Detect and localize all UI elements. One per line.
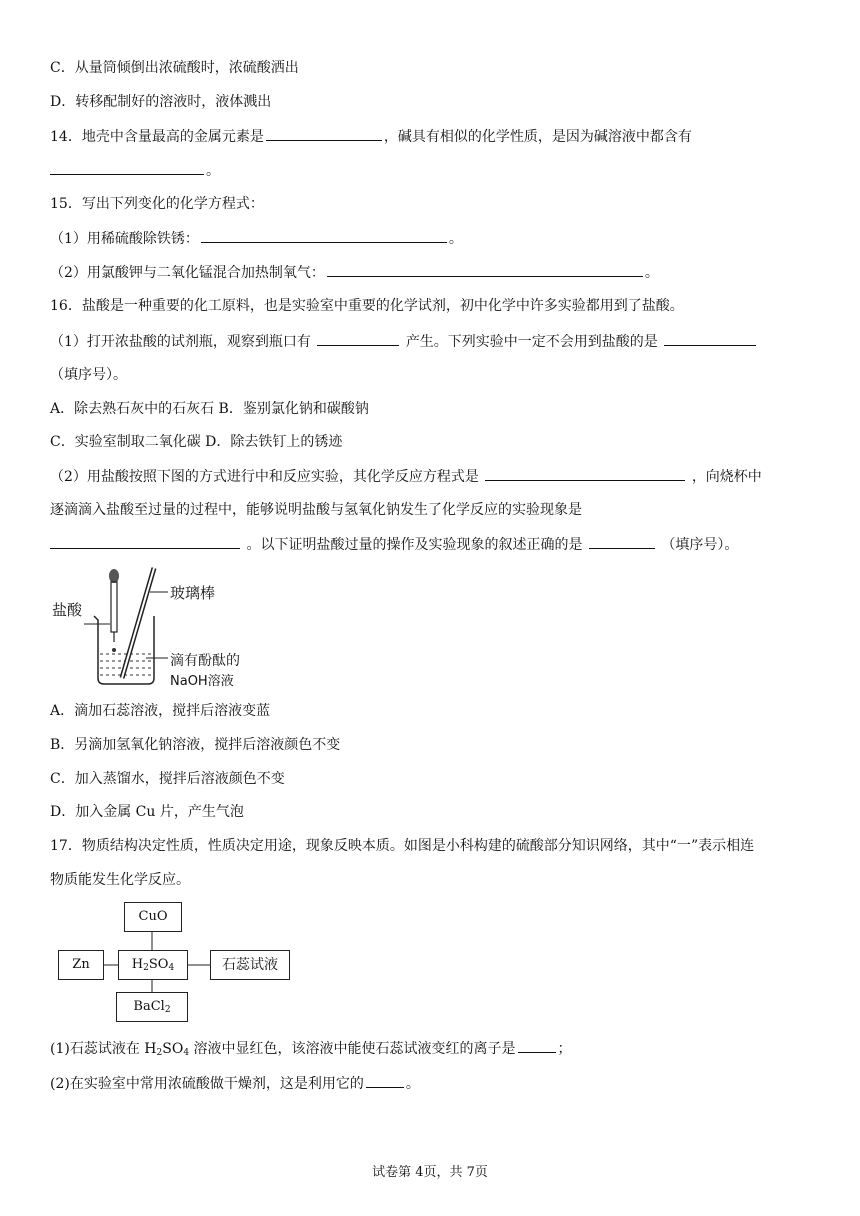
q13-option-d: D．转移配制好的溶液时，液体溅出 <box>50 94 272 110</box>
q16-sub1-line2: （填序号）。 <box>50 367 127 383</box>
node-cuo: CuO <box>124 902 182 932</box>
h2so4-h: H <box>131 957 144 972</box>
q17-sub1-text-c: SO <box>162 1041 184 1057</box>
q16-option-a: A．滴加石蕊溶液，搅拌后溶液变蓝 <box>50 703 271 719</box>
q16-option-c: C．加入蒸馏水，搅拌后溶液颜色不变 <box>50 771 285 787</box>
label-hcl: 盐酸 <box>52 601 83 619</box>
q16-sub1-text-b: 产生。下列实验中一定不会用到盐酸的是 <box>405 334 658 350</box>
q15-stem: 15．写出下列变化的化学方程式： <box>50 196 264 212</box>
node-bacl2 <box>116 992 188 1022</box>
q17-sub1-text-e: 溶液中显红色，该溶液中能使石蕊试液变红的离子是 <box>189 1041 516 1057</box>
q16-sub2-line3 <box>50 534 738 555</box>
q16-sub1-text-a: （1）打开浓盐酸的试剂瓶，观察到瓶口有 <box>50 334 311 350</box>
q16-sub2-text-a: （2）用盐酸按照下图的方式进行中和反应实验，其化学反应方程式是 <box>50 469 479 485</box>
q16-option-b: B．另滴加氢氧化钠溶液，搅拌后溶液颜色不变 <box>50 737 341 753</box>
q17-blank-2[interactable] <box>366 1073 404 1088</box>
q16-sub2-text-b: ，向烧杯中 <box>691 469 762 485</box>
q17-sub1-text-a: (1)石蕊试液在 H <box>50 1041 157 1057</box>
q15-sub2 <box>50 262 659 283</box>
q14-line1 <box>50 126 692 147</box>
q17-stem-line2: 物质能发生化学反应。 <box>50 872 190 888</box>
q14-blank-2[interactable] <box>50 160 204 175</box>
q13-option-c: C．从量筒倾倒出浓硫酸时，浓硫酸洒出 <box>50 60 299 76</box>
h2so4-sub4: 4 <box>168 963 175 973</box>
q17-blank-1[interactable] <box>518 1038 556 1053</box>
q17-stem-line1: 17．物质结构决定性质，性质决定用途，现象反映本质。如图是小科构建的硫酸部分知识网络，其中“一”表示相连 <box>50 838 755 854</box>
q15-blank-1[interactable] <box>201 228 447 243</box>
dropper-bulb <box>109 569 119 583</box>
q16-blank-5[interactable] <box>589 534 655 549</box>
q15-sub1-text: （1）用稀硫酸除铁锈： <box>50 231 199 247</box>
q16-option-d: D．加入金属 Cu 片，产生气泡 <box>50 804 244 820</box>
label-solution-2: NaOH溶液 <box>170 674 234 689</box>
bacl2-text: BaCl <box>133 999 165 1014</box>
q16-sub2-line2: 逐滴滴入盐酸至过量的过程中，能够说明盐酸与氢氧化钠发生了化学反应的实验现象是 <box>50 502 582 518</box>
q16-sub2-text-e: （填序号）。 <box>661 537 739 553</box>
q15-sub1-end: 。 <box>448 231 463 247</box>
neutralization-figure <box>50 566 270 696</box>
q16-sub1-line1 <box>50 331 758 352</box>
q17-sub1 <box>50 1038 572 1063</box>
q16-sub2-line1 <box>50 466 762 487</box>
q17-sub1-sub4: 4 <box>183 1048 190 1058</box>
q14-blank-1[interactable] <box>266 126 382 141</box>
label-solution-1: 滴有酚酞的 <box>170 653 240 669</box>
q14-text-1: 14．地壳中含量最高的金属元素是 <box>50 129 264 145</box>
h2so4-so: SO <box>148 957 169 972</box>
q14-text-2: ，碱具有相似的化学性质，是因为碱溶液中都含有 <box>383 129 692 145</box>
bacl2-sub: 2 <box>164 1005 171 1015</box>
sulfuric-acid-network <box>56 900 296 1030</box>
q17-sub2-end: 。 <box>405 1076 420 1092</box>
q17-sub1-sub2: 2 <box>156 1048 163 1058</box>
q16-stem: 16．盐酸是一种重要的化工原料，也是实验室中重要的化学试剂，初中化学中许多实验都用到了盐酸。 <box>50 298 684 314</box>
q16-options-ab: A．除去熟石灰中的石灰石 B．鉴别氯化钠和碳酸钠 <box>50 401 369 417</box>
label-glass-rod: 玻璃棒 <box>170 584 216 602</box>
q15-blank-2[interactable] <box>327 262 643 277</box>
q16-blank-2[interactable] <box>664 331 756 346</box>
beaker-diagram <box>50 566 270 696</box>
node-h2so4 <box>118 950 188 980</box>
q14-line2 <box>50 160 220 181</box>
q16-blank-1[interactable] <box>317 331 399 346</box>
drop <box>112 648 116 652</box>
q15-sub2-text: （2）用氯酸钾与二氧化锰混合加热制氧气： <box>50 265 325 281</box>
q16-sub2-text-d: 。以下证明盐酸过量的操作及实验现象的叙述正确的是 <box>246 537 583 553</box>
q16-blank-3[interactable] <box>485 466 685 481</box>
q17-sub2-text: (2)在实验室中常用浓硫酸做干燥剂，这是利用它的 <box>50 1076 364 1092</box>
q17-sub1-end: ； <box>557 1041 572 1057</box>
dropper-tube <box>111 582 117 632</box>
q16-blank-4[interactable] <box>50 534 240 549</box>
node-zn: Zn <box>58 950 104 980</box>
q15-sub1 <box>50 228 463 249</box>
node-litmus: 石蕊试液 <box>210 950 290 980</box>
page-footer: 试卷第 4页，共 7页 <box>372 1165 488 1180</box>
q14-text-3: 。 <box>206 163 220 179</box>
h2so4-sub2: 2 <box>143 963 149 973</box>
q15-sub2-end: 。 <box>644 265 659 281</box>
q16-options-cd: C．实验室制取二氧化碳 D．除去铁钉上的锈迹 <box>50 434 343 450</box>
q17-sub2 <box>50 1073 420 1094</box>
